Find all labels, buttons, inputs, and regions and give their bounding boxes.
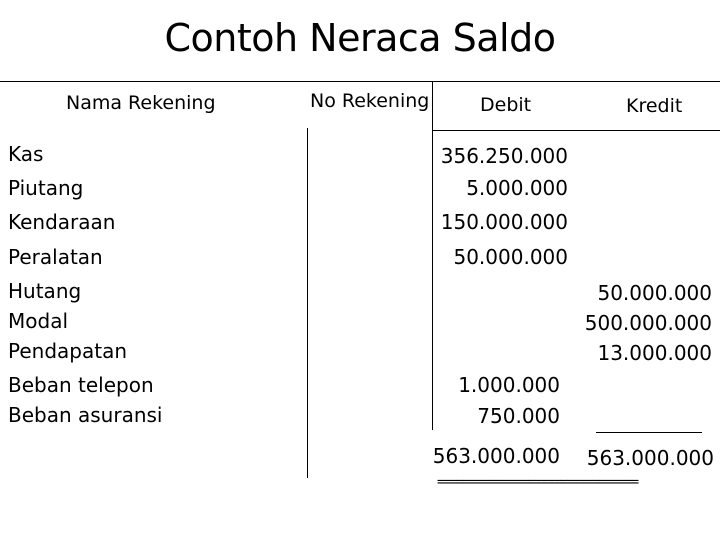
double-underline: =============================== <box>437 476 638 490</box>
account-name: Peralatan <box>8 245 103 269</box>
account-name: Piutang <box>8 176 84 200</box>
account-name: Beban telepon <box>8 373 154 397</box>
debit-value: 5.000.000 <box>466 176 568 200</box>
header-no-rekening: No Rekening <box>310 90 430 112</box>
header-debit: Debit <box>480 94 532 116</box>
debit-value: 50.000.000 <box>453 245 568 269</box>
account-name: Modal <box>8 309 68 333</box>
debit-value: 150.000.000 <box>440 210 568 234</box>
total-debit: 563.000.000 <box>432 444 560 468</box>
account-name-list <box>8 0 288 540</box>
account-name: Kendaraan <box>8 210 116 234</box>
account-name: Kas <box>8 142 44 166</box>
account-name: Beban asuransi <box>8 403 163 427</box>
header-kredit: Kredit <box>626 95 683 117</box>
page-title: Contoh Neraca Saldo <box>164 16 556 60</box>
kredit-sum-rule <box>596 432 702 433</box>
header-nama-rekening: Nama Rekening <box>66 92 216 114</box>
kredit-value: 500.000.000 <box>584 311 712 335</box>
kredit-value: 50.000.000 <box>597 281 712 305</box>
total-kredit: 563.000.000 <box>586 446 714 470</box>
debit-value: 750.000 <box>477 404 560 428</box>
no-rekening-left-divider <box>307 128 308 478</box>
account-name: Hutang <box>8 279 82 303</box>
header-bottom-rule <box>432 130 720 131</box>
debit-value: 356.250.000 <box>440 144 568 168</box>
debit-value: 1.000.000 <box>458 373 560 397</box>
account-name: Pendapatan <box>8 339 128 363</box>
kredit-value: 13.000.000 <box>597 341 712 365</box>
